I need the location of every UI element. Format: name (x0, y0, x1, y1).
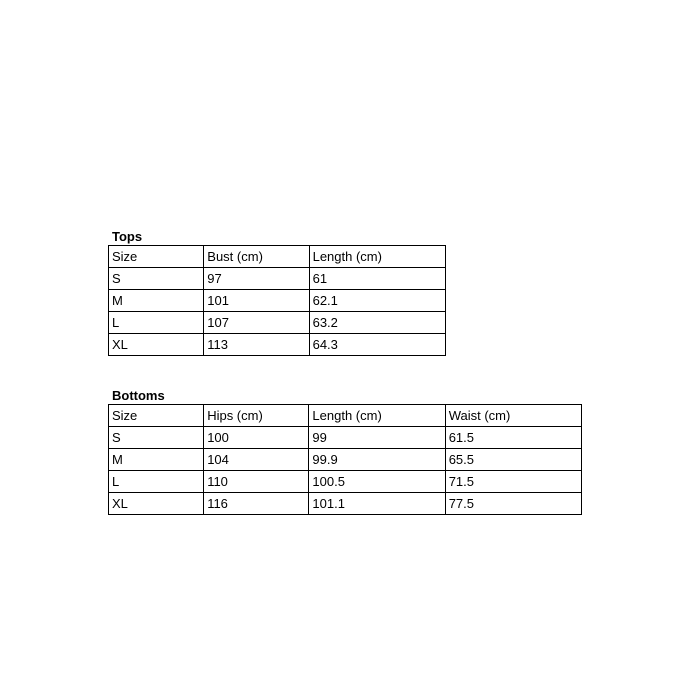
table-cell: 101 (204, 290, 309, 312)
table-cell: 107 (204, 312, 309, 334)
table-cell: S (109, 268, 204, 290)
table-cell: 116 (204, 493, 309, 515)
header-cell-size: Size (109, 405, 204, 427)
table-row (109, 427, 582, 449)
header-cell-length: Length (cm) (309, 405, 445, 427)
table-row (109, 471, 582, 493)
table-cell: 61 (309, 268, 445, 290)
table-cell: M (109, 290, 204, 312)
table-cell: 110 (204, 471, 309, 493)
table-header-row (109, 246, 446, 268)
table-cell: 77.5 (445, 493, 581, 515)
table-cell: 71.5 (445, 471, 581, 493)
bottoms-section-title: Bottoms (112, 388, 165, 403)
table-row (109, 268, 446, 290)
table-cell: L (109, 312, 204, 334)
table-cell: 62.1 (309, 290, 445, 312)
table-row (109, 449, 582, 471)
table-row (109, 290, 446, 312)
header-cell-bust: Bust (cm) (204, 246, 309, 268)
table-cell: 64.3 (309, 334, 445, 356)
table-row (109, 493, 582, 515)
table-cell: XL (109, 493, 204, 515)
header-cell-length: Length (cm) (309, 246, 445, 268)
header-cell-size: Size (109, 246, 204, 268)
table-cell: 65.5 (445, 449, 581, 471)
tops-section-title: Tops (112, 229, 143, 244)
table-cell: 63.2 (309, 312, 445, 334)
table-cell: 61.5 (445, 427, 581, 449)
header-cell-hips: Hips (cm) (204, 405, 309, 427)
table-row (109, 334, 446, 356)
table-cell: 113 (204, 334, 309, 356)
table-cell: 99.9 (309, 449, 445, 471)
table-cell: M (109, 449, 204, 471)
table-cell: 101.1 (309, 493, 445, 515)
table-cell: 100.5 (309, 471, 445, 493)
table-cell: S (109, 427, 204, 449)
bottoms-size-table (108, 404, 582, 515)
table-header-row (109, 405, 582, 427)
table-cell: 97 (204, 268, 309, 290)
tops-size-table (108, 245, 446, 356)
header-cell-waist: Waist (cm) (445, 405, 581, 427)
table-cell: L (109, 471, 204, 493)
table-cell: 99 (309, 427, 445, 449)
table-cell: XL (109, 334, 204, 356)
table-row (109, 312, 446, 334)
table-cell: 104 (204, 449, 309, 471)
table-cell: 100 (204, 427, 309, 449)
